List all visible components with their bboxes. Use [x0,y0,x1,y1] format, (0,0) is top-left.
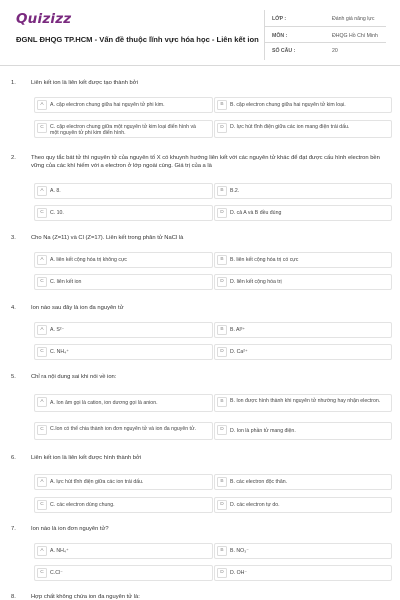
option-a[interactable] [34,394,213,412]
option-letter: D [217,500,227,510]
option-c[interactable] [34,274,213,290]
option-text: D. các electron tự do. [230,501,280,508]
option-b[interactable] [214,97,392,113]
option-letter: C [37,500,47,510]
meta-count-label: SỐ CÂU : [272,48,296,54]
meta-subject-label: MÔN : [272,33,288,39]
option-text: D. cả A và B đều đúng [230,209,282,216]
option-letter: D [217,347,227,357]
header-bottom-rule [0,65,400,66]
option-letter: A [37,255,47,265]
option-text: A. NH₄⁺ [50,547,69,554]
option-text: D. lực hút tĩnh điện giữa các ion mang điện trái dấu. [230,123,350,130]
option-text: D. OH⁻ [230,569,248,576]
option-text: B. Al³⁺ [230,326,246,333]
question-number: 3. [11,235,16,241]
option-letter: A [37,325,47,335]
question-number: 7. [11,526,16,532]
option-a[interactable] [34,97,213,113]
question-text: Theo quy tắc bát tử thì nguyên tử của nguyên tố X có khuynh hướng liên kết với các nguyên tử khác để đạt được cấu hình electron bền vững của các khí hiếm với a electron ở lớp ngoài cùng. Giá trị của a là [31,155,380,169]
meta-class-value: Đánh giá năng lực [332,16,375,22]
option-letter: D [217,123,227,133]
worksheet-header [0,0,400,66]
option-letter: A [37,546,47,556]
option-letter: B [217,186,227,196]
option-text: B. NO₃⁻ [230,547,249,554]
option-letter: B [217,255,227,265]
option-text: B. Ion được hình thành khi nguyên tử nhường hay nhận electron. [230,397,381,404]
option-b[interactable] [214,183,392,199]
option-a[interactable] [34,252,213,268]
option-text: A. Ion âm gọi là cation, ion dương gọi là anion. [50,400,158,406]
option-text: A. liên kết cộng hóa trị không cực [50,256,128,263]
option-text: C.Cl⁻ [50,569,63,576]
option-text: C. liên kết ion [50,278,82,285]
option-a[interactable] [34,322,213,338]
meta-divider [264,26,386,27]
option-c[interactable] [34,344,213,360]
option-text: D. Ca²⁺ [230,348,248,355]
option-text: B. các electron độc thân. [230,478,288,485]
question-number: 5. [11,374,16,380]
question-text: Ion nào là ion đơn nguyên tử? [31,526,109,532]
option-letter: D [217,425,227,435]
option-text: C. 10. [50,209,64,216]
quizizz-logo: Quizizz [16,11,72,27]
option-b[interactable] [214,394,392,412]
option-text: C. các electron dùng chung. [50,501,115,508]
option-text: A. 8. [50,187,61,194]
option-text: A. S²⁻ [50,326,65,333]
option-letter: B [217,546,227,556]
option-letter: C [37,277,47,287]
question-number: 1. [11,80,16,86]
option-letter: C [37,425,47,435]
option-letter: B [217,100,227,110]
meta-divider [264,42,386,43]
option-letter: D [217,277,227,287]
option-letter: C [37,347,47,357]
option-c[interactable] [34,422,213,440]
option-text: D. liên kết cộng hóa trị [230,278,282,285]
question-number: 8. [11,594,16,600]
option-letter: C [37,568,47,578]
option-d[interactable] [214,422,392,440]
option-letter: A [37,477,47,487]
question-text: Liên kết ion là liên kết được hình thành bởi [31,455,142,461]
option-c[interactable] [34,497,213,513]
option-letter: C [37,123,47,133]
question-text: Hợp chất không chứa ion đa nguyên tử là: [31,594,140,600]
option-text: A. cặp electron chung giữa hai nguyên tử phi kim. [50,101,165,108]
option-d[interactable] [214,565,392,581]
option-letter: A [37,397,47,407]
option-d[interactable] [214,497,392,513]
option-text: B. cặp electron chung giữa hai nguyên tử kim loại. [230,101,346,108]
meta-class-label: LỚP : [272,16,287,22]
meta-count-value: 20 [332,48,338,54]
option-d[interactable] [214,205,392,221]
option-b[interactable] [214,543,392,559]
option-c[interactable] [34,565,213,581]
option-c[interactable] [34,205,213,221]
option-d[interactable] [214,120,392,138]
option-text: A. lực hút tĩnh điện giữa các ion trái dấu. [50,478,144,485]
option-text: B.2. [230,187,240,194]
option-letter: A [37,100,47,110]
option-letter: D [217,208,227,218]
header-divider [264,10,265,60]
question-number: 4. [11,305,16,311]
option-text: B. liên kết cộng hóa trị có cực [230,256,299,263]
option-letter: B [217,325,227,335]
meta-subject-value: ĐHQG Hồ Chí Minh [332,33,378,39]
question-number: 2. [11,155,16,161]
option-letter: A [37,186,47,196]
question-number: 6. [11,455,16,461]
option-letter: B [217,397,227,407]
option-letter: D [217,568,227,578]
option-c[interactable] [34,120,213,138]
option-b[interactable] [214,322,392,338]
worksheet-title: ĐGNL ĐHQG TP.HCM - Vấn đề thuộc lĩnh vực hóa học - Liên kết ion [16,35,259,44]
option-text: D. Ion là phần tử mang điện. [230,428,296,434]
option-letter: B [217,477,227,487]
question-text: Liên kết ion là liên kết được tạo thành bởi [31,80,138,86]
option-text: C. NH₄⁺ [50,348,69,355]
question-text: Ion nào sau đây là ion đa nguyên tử [31,305,124,311]
question-text: Cho Na (Z=11) và Cl (Z=17). Liên kết trong phân tử NaCl là [31,235,184,241]
option-a[interactable] [34,474,213,490]
option-a[interactable] [34,183,213,199]
option-b[interactable] [214,474,392,490]
option-text: C.Ion có thể chia thành ion đơn nguyên tử và ion đa nguyên tử. [50,425,196,432]
question-text: Chỉ ra nội dung sai khi nói về ion: [31,374,117,380]
option-b[interactable] [214,252,392,268]
option-d[interactable] [214,344,392,360]
option-text: C. cặp electron chung giữa một nguyên tử kim loại điển hình và một nguyên tử phi kim điển hình. [50,123,196,137]
option-d[interactable] [214,274,392,290]
option-letter: C [37,208,47,218]
option-a[interactable] [34,543,213,559]
